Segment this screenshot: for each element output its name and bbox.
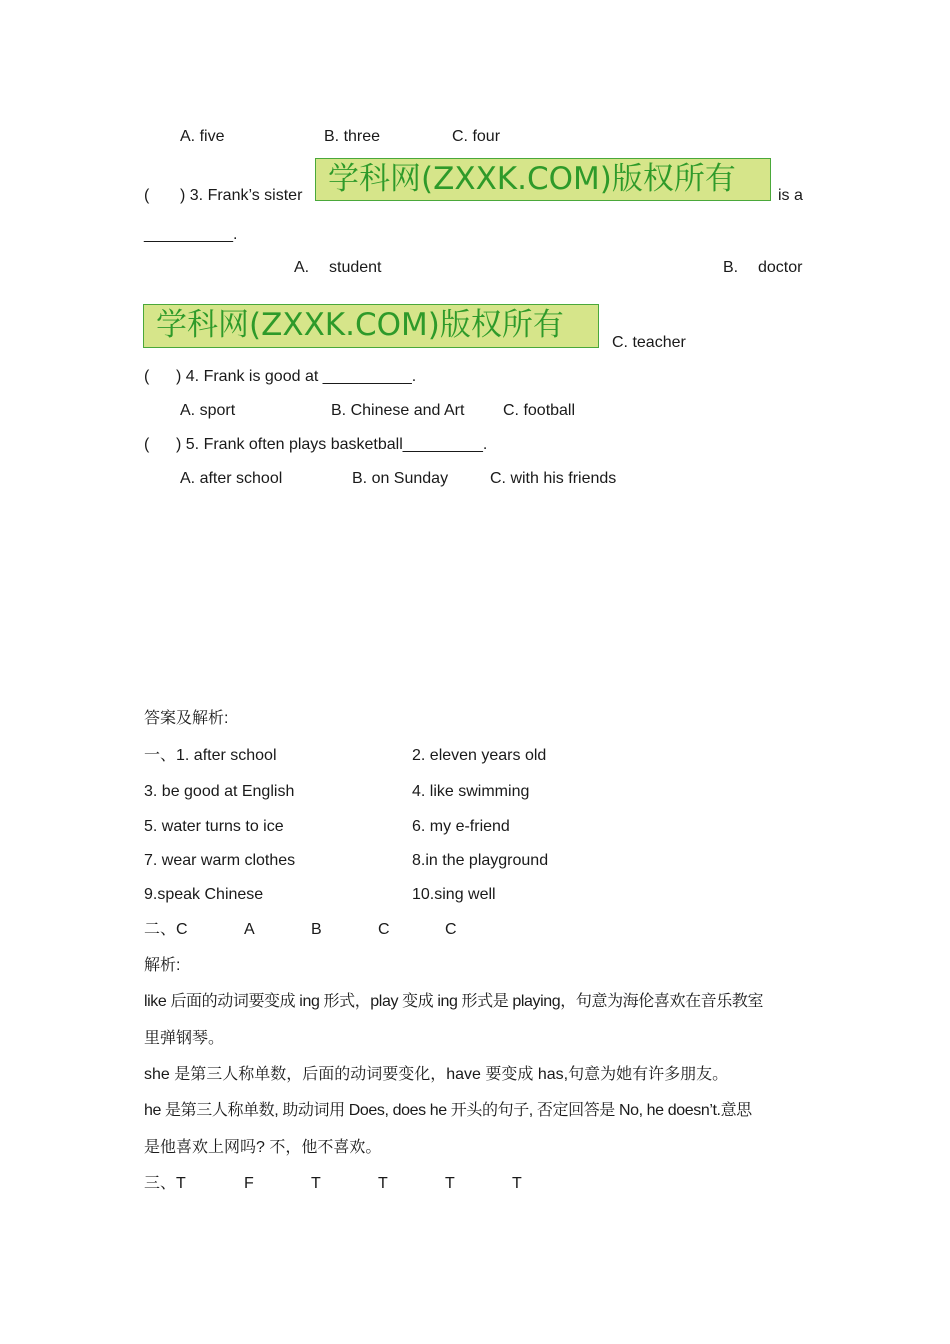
answer-item: 8.in the playground	[412, 852, 549, 869]
part3-answer: T	[378, 1175, 388, 1192]
answer-item: 10.sing well	[412, 886, 496, 903]
q3-paren: (	[144, 187, 150, 204]
q5-stem: ( ) 5. Frank often plays basketball_________.	[144, 436, 488, 453]
part3-answer: F	[244, 1175, 254, 1192]
q3-option-a-letter: A.	[294, 259, 310, 276]
answer-item: 2. eleven years old	[412, 747, 547, 764]
part2-answer: C	[445, 921, 457, 938]
part3-label: 三、T	[144, 1175, 186, 1192]
analysis-line: like 后面的动词要变成 ing 形式，play 变成 ing 形式是 playing，句意为海伦喜欢在音乐教室	[144, 993, 764, 1010]
q5-option-c: C. with his friends	[490, 470, 617, 487]
part3-answer: T	[445, 1175, 455, 1192]
part3-answer: T	[512, 1175, 522, 1192]
q2-option-a: A. five	[180, 128, 225, 145]
part3-answer: T	[311, 1175, 321, 1192]
q4-option-a: A. sport	[180, 402, 236, 419]
q3-option-a-text: student	[329, 259, 382, 276]
part2-label: 二、C	[144, 921, 188, 938]
analysis-heading: 解析:	[144, 957, 181, 974]
answer-item: 7. wear warm clothes	[144, 852, 296, 869]
watermark-banner: 学科网(ZXXK.COM)版权所有	[315, 158, 771, 201]
q4-stem: ( ) 4. Frank is good at __________.	[144, 368, 417, 385]
watermark-banner: 学科网(ZXXK.COM)版权所有	[143, 304, 599, 348]
answer-item: 9.speak Chinese	[144, 886, 264, 903]
answer-item: 一、1. after school	[144, 747, 277, 764]
answer-item: 3. be good at English	[144, 783, 295, 800]
part2-answer: C	[378, 921, 390, 938]
q5-option-a: A. after school	[180, 470, 283, 487]
analysis-line: 是他喜欢上网吗? 不，他不喜欢。	[144, 1139, 382, 1156]
q3-tail: is a	[778, 187, 803, 204]
q4-option-c: C. football	[503, 402, 576, 419]
answer-item: 6. my e-friend	[412, 818, 510, 835]
q3-option-c: C. teacher	[612, 334, 686, 351]
q4-option-b: B. Chinese and Art	[331, 402, 465, 419]
q3-blank: __________.	[144, 226, 238, 243]
analysis-line: he 是第三人称单数, 助动词用 Does, does he 开头的句子, 否定回答是 No, he doesn’t.意思	[144, 1102, 752, 1119]
analysis-line: she 是第三人称单数，后面的动词要变化，have 要变成 has,句意为她有许多朋友。	[144, 1066, 729, 1083]
q5-option-b: B. on Sunday	[352, 470, 449, 487]
q2-option-b: B. three	[324, 128, 381, 145]
q3-option-b-letter: B.	[723, 259, 739, 276]
answer-item: 4. like swimming	[412, 783, 530, 800]
q2-option-c: C. four	[452, 128, 501, 145]
analysis-line: 里弹钢琴。	[144, 1030, 225, 1047]
answers-heading: 答案及解析:	[144, 710, 229, 727]
q3-stem: ) 3. Frank’s sister	[180, 187, 303, 204]
answer-item: 5. water turns to ice	[144, 818, 284, 835]
part2-answer: B	[311, 921, 322, 938]
q3-option-b-text: doctor	[758, 259, 803, 276]
part2-answer: A	[244, 921, 255, 938]
